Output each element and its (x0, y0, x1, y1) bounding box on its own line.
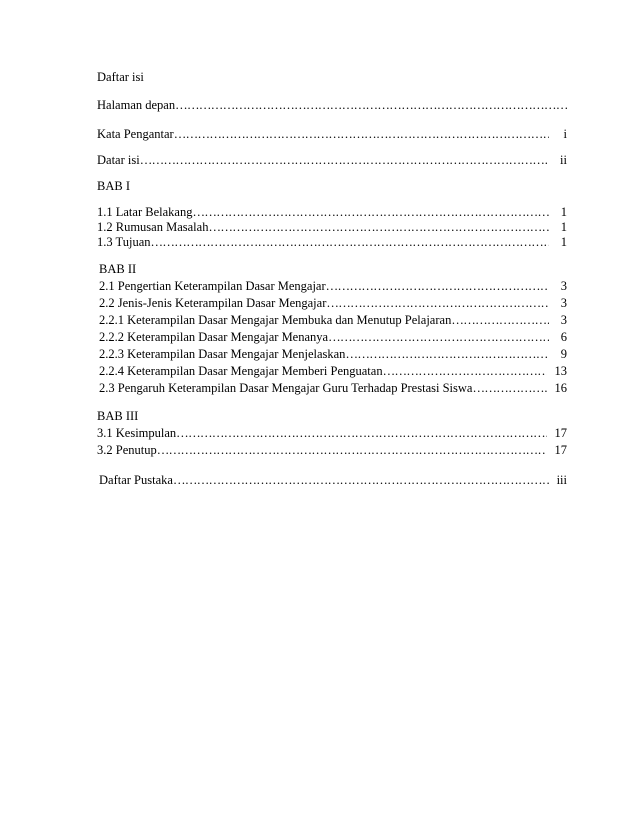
dot-leader (173, 473, 549, 488)
toc-entry-page: 1 (560, 220, 567, 234)
toc-entry-label: 2.2.2 Keterampilan Dasar Mengajar Menanya (99, 330, 329, 344)
toc-entry-page: 16 (554, 381, 567, 395)
dot-leader (151, 235, 550, 250)
dot-leader (192, 205, 549, 220)
toc-entry-halaman-depan (97, 98, 567, 113)
toc-entry-page: iii (556, 473, 567, 487)
table-of-contents (97, 70, 567, 488)
dot-leader (326, 296, 549, 311)
toc-entry-3-1 (97, 426, 567, 441)
toc-entry-label: Daftar Pustaka (99, 473, 173, 487)
dot-leader (176, 426, 546, 441)
dot-leader (157, 443, 547, 458)
toc-entry-page: 17 (554, 443, 567, 457)
toc-entry-page: 9 (560, 347, 567, 361)
toc-entry-label: Halaman depan (97, 98, 176, 112)
toc-title: Daftar isi (97, 70, 144, 84)
toc-entry-label: 2.3 Pengaruh Keterampilan Dasar Mengajar Guru Terhadap Prestasi Siswa (99, 381, 473, 395)
chapter-heading-bab-1: BAB I (97, 179, 130, 193)
toc-entry-3-2 (97, 443, 567, 458)
toc-entry-2-3 (97, 381, 567, 396)
dot-leader (345, 347, 549, 362)
toc-entry-label: 1.1 Latar Belakang (97, 205, 193, 219)
toc-entry-page: 3 (560, 279, 567, 293)
toc-entry-2-2-3 (97, 347, 567, 362)
dot-leader (175, 98, 567, 113)
toc-entry-page: 17 (554, 426, 567, 440)
toc-entry-label: 3.1 Kesimpulan (97, 426, 177, 440)
toc-entry-page: 3 (560, 313, 567, 327)
toc-entry-kata-pengantar (97, 127, 567, 142)
toc-entry-label: 2.1 Pengertian Keterampilan Dasar Mengajar (99, 279, 326, 293)
dot-leader (326, 279, 549, 294)
toc-entry-label: 2.2.3 Keterampilan Dasar Mengajar Menjelaskan (99, 347, 346, 361)
dot-leader (328, 330, 549, 345)
toc-entry-label: 3.2 Penutup (97, 443, 157, 457)
toc-entry-label: 2.2.4 Keterampilan Dasar Mengajar Memberi Penguatan (99, 364, 383, 378)
toc-entry-2-2-2 (97, 330, 567, 345)
toc-entry-daftar-pustaka (97, 473, 567, 488)
toc-entry-page: 1 (560, 235, 567, 249)
toc-entry-label: 1.3 Tujuan (97, 235, 151, 249)
toc-entry-page: i (563, 127, 567, 141)
toc-entry-1-1 (97, 205, 567, 220)
toc-entry-page: 1 (560, 205, 567, 219)
toc-entry-label: 2.2.1 Keterampilan Dasar Mengajar Membuka dan Menutup Pelajaran (99, 313, 452, 327)
dot-leader (174, 127, 549, 142)
toc-entry-1-3 (97, 235, 567, 250)
dot-leader (383, 364, 547, 379)
toc-entry-label: Kata Pengantar (97, 127, 174, 141)
toc-entry-label: Datar isi (97, 153, 140, 167)
toc-entry-label: 2.2 Jenis-Jenis Keterampilan Dasar Mengajar (99, 296, 327, 310)
dot-leader (451, 313, 549, 328)
dot-leader (208, 220, 549, 235)
toc-entry-2-1 (97, 279, 567, 294)
toc-entry-page: 3 (560, 296, 567, 310)
toc-entry-2-2 (97, 296, 567, 311)
toc-entry-page: 6 (560, 330, 567, 344)
chapter-heading-bab-2: BAB II (99, 262, 137, 276)
toc-entry-2-2-1 (97, 313, 567, 328)
dot-leader (140, 153, 549, 168)
toc-entry-2-2-4 (97, 364, 567, 379)
toc-entry-1-2 (97, 220, 567, 235)
toc-entry-page: 13 (554, 364, 567, 378)
toc-entry-datar-isi (97, 153, 567, 168)
chapter-heading-bab-3: BAB III (97, 409, 139, 423)
dot-leader (472, 381, 546, 396)
toc-entry-label: 1.2 Rumusan Masalah (97, 220, 209, 234)
toc-entry-page: ii (560, 153, 567, 167)
